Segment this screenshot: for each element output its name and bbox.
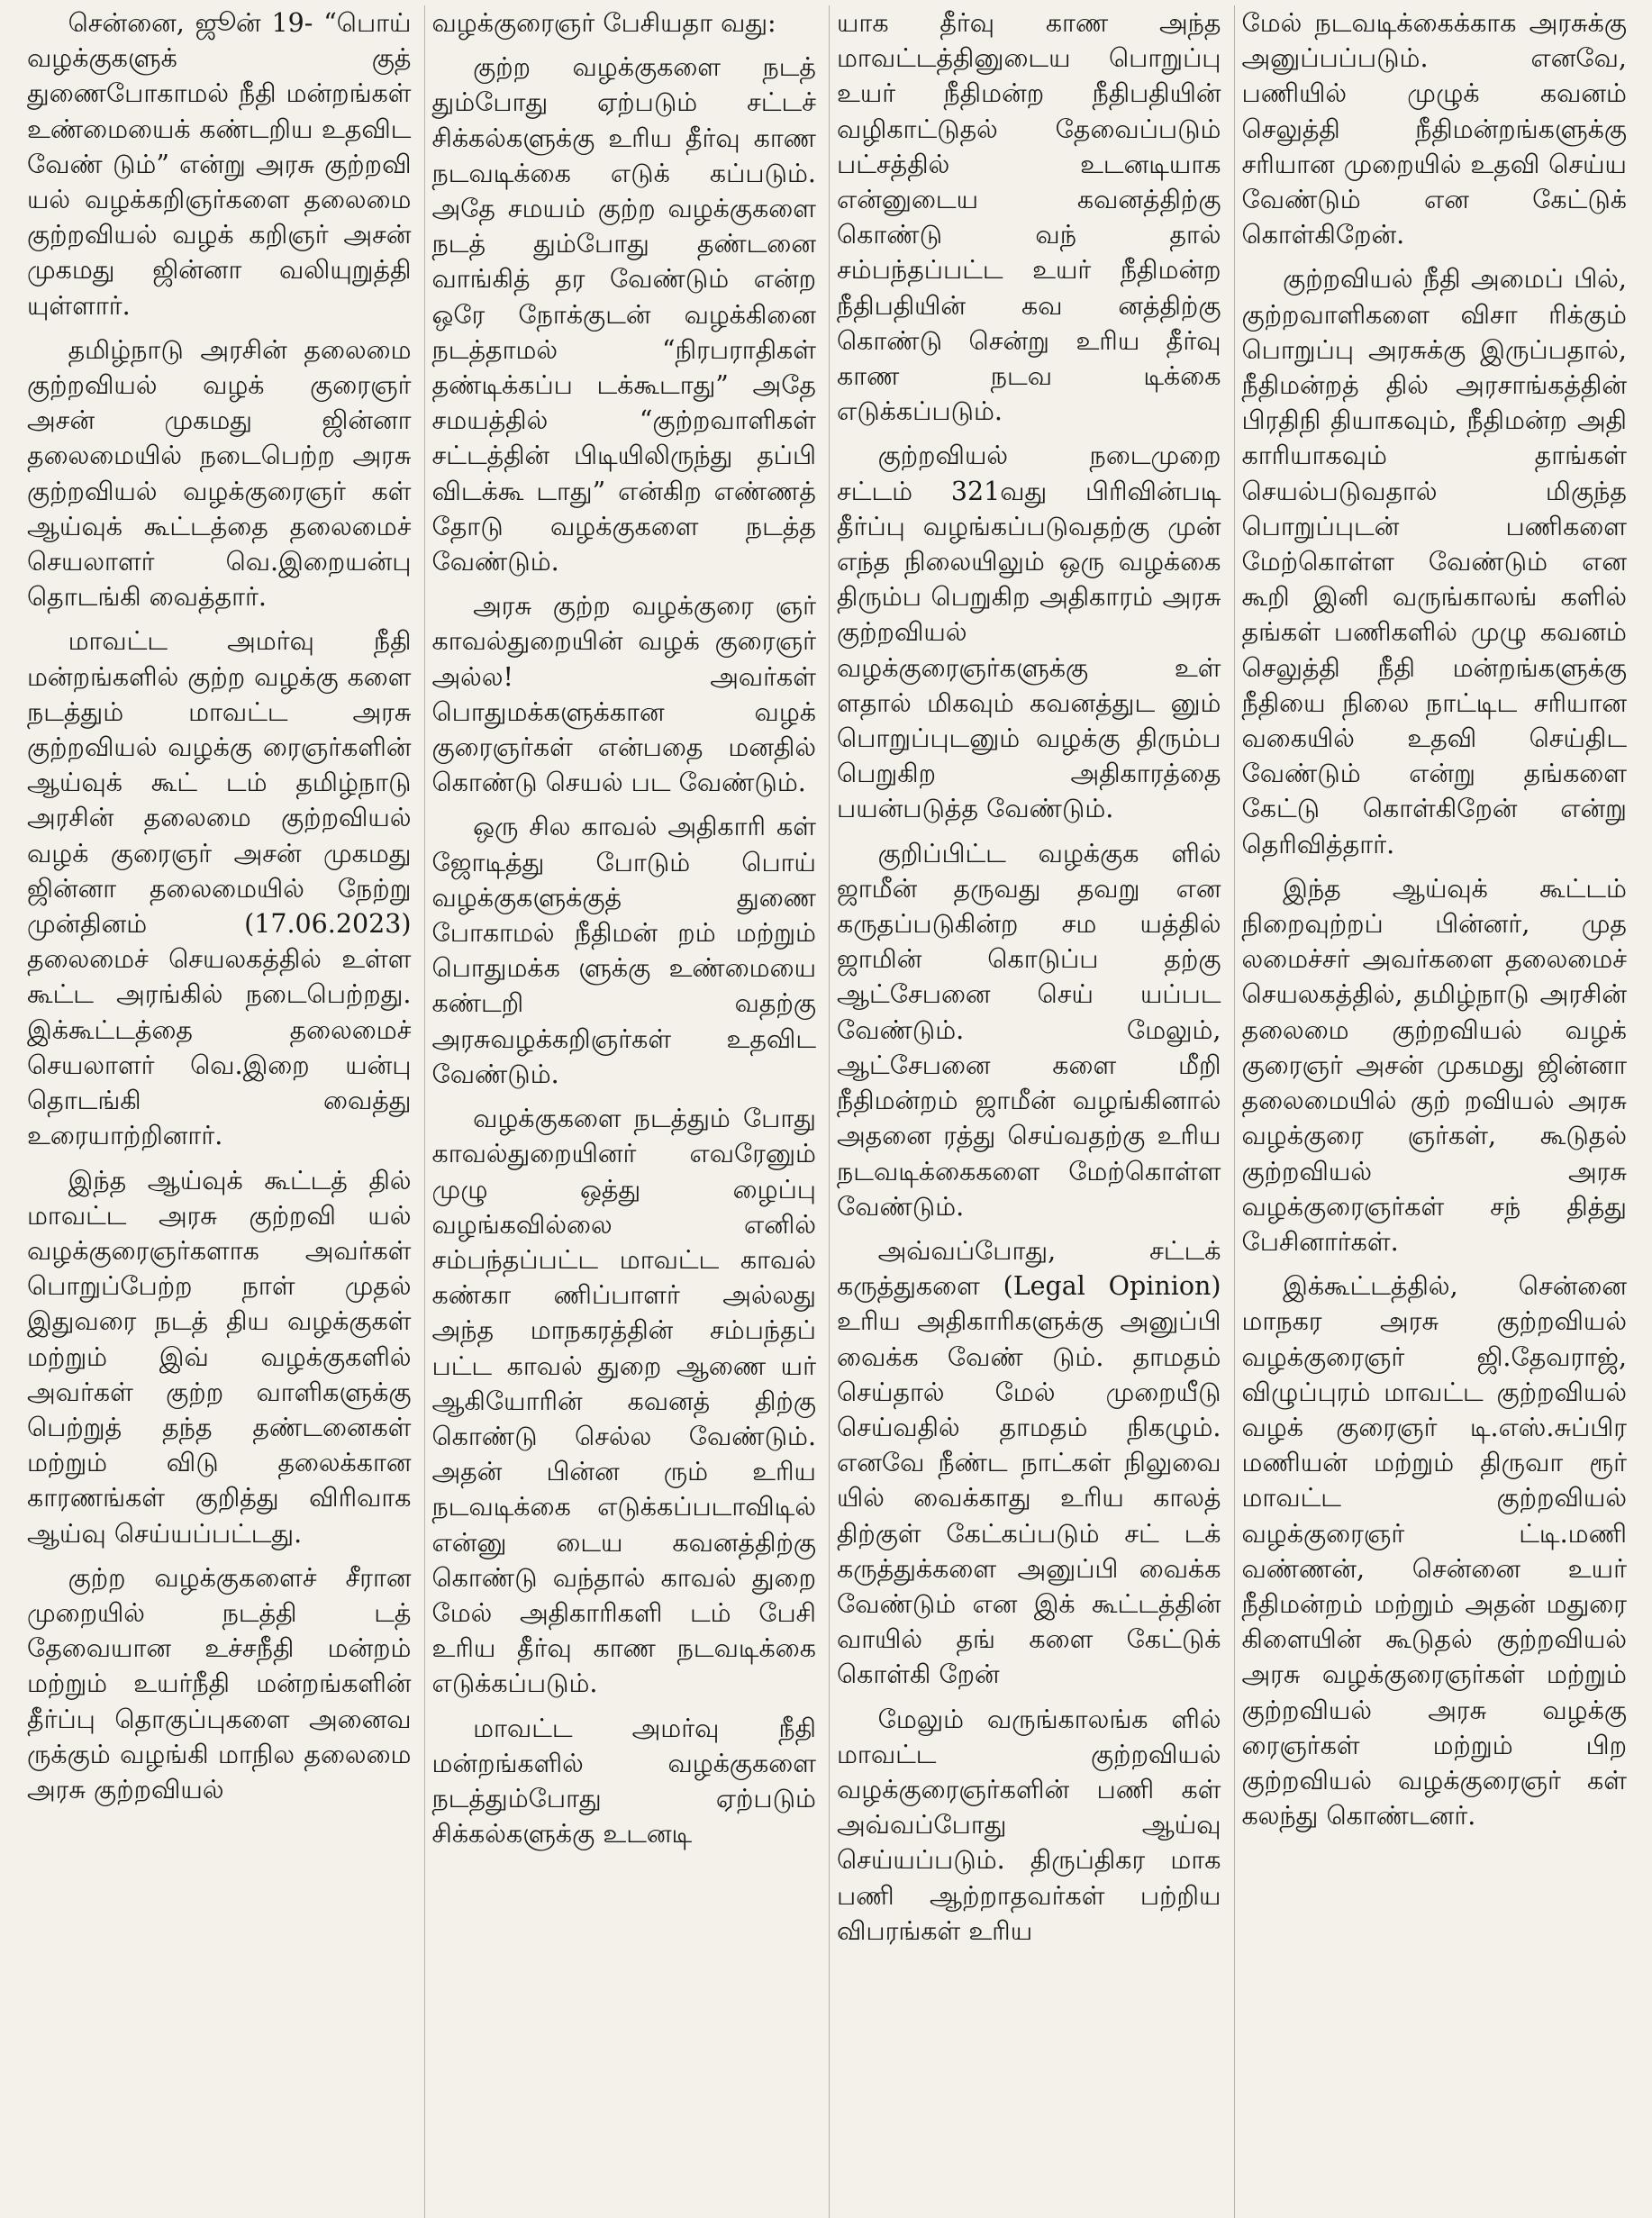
paragraph: வழக்குரைஞர் பேசியதா வது: xyxy=(431,8,776,38)
paragraph: குற்ற வழக்குகளைச் சீரான முறையில் நடத்தி டத் தேவையான உச்சநீதி மன்றம் மற்றும் உயர்நீதி மன்றங்களின் தீர்ப்பு தொகுப்புகளை அனைவ ருக்கும் வழங்கி மாநில தலைமை அரசு குற்றவியல் xyxy=(27,1562,412,1804)
paragraph: சென்னை, ஜூன் 19- “பொய் வழக்குகளுக் குத் துணைபோகாமல் நீதி மன்றங்கள் உண்மையைக் கண்டறிய உதவிட வேண் டும்” என்று அரசு குற்றவி யல் வழக்கறிஞர்களை தலைமை குற்றவியல் வழக் கறிஞர் அசன் முகமது ஜின்னா வலியுறுத்தி யுள்ளார். xyxy=(27,8,412,321)
article-column-4 xyxy=(1235,5,1640,2218)
paragraph: அரசு குற்ற வழக்குரை ஞர் காவல்துறையின் வழக் குரைஞர் அல்ல! அவர்கள் பொதுமக்களுக்கான வழக் குரைஞர்கள் என்பதை மனதில் கொண்டு செயல் பட வேண்டும். xyxy=(431,591,816,798)
paragraph: இந்த ஆய்வுக் கூட்டம் நிறைவுற்றப் பின்னர், முத லமைச்சர் அவர்களை தலைமைச் செயலகத்தில், தமிழ்நாடு அரசின் தலைமை குற்றவியல் வழக் குரைஞர் அசன் முகமது ஜின்னா தலைமையில் குற் றவியல் அரசு வழக்குரை ஞர்கள், கூடுதல் குற்றவியல் அரசு வழக்குரைஞர்கள் சந் தித்து பேசினார்கள். xyxy=(1241,873,1627,1257)
paragraph: வழக்குகளை நடத்தும் போது காவல்துறையினர் எவரேனும் முழு ஒத்து ழைப்பு வழங்கவில்லை எனில் சம்பந்தப்பட்ட மாவட்ட காவல் கண்கா ணிப்பாளர் அல்லது அந்த மாநகரத்தின் சம்பந்தப் பட்ட காவல் துறை ஆணை யர் ஆகியோரின் கவனத் திற்கு கொண்டு செல்ல வேண்டும். அதன் பின்ன ரும் உரிய நடவடிக்கை எடுக்கப்படாவிடில் என்னு டைய கவனத்திற்கு கொண்டு வந்தால் காவல் துறை மேல் அதிகாரிகளி டம் பேசி உரிய தீர்வு காண நடவடிக்கை எடுக்கப்படும். xyxy=(431,1104,816,1699)
paragraph: ஒரு சில காவல் அதிகாரி கள் ஜோடித்து போடும் பொய் வழக்குகளுக்குத் துணை போகாமல் நீதிமன் றம் மற்றும் பொதுமக்க ளுக்கு உண்மையை கண்டறி வதற்கு அரசுவழக்கறிஞர்கள் உதவிட வேண்டும். xyxy=(431,812,816,1089)
paragraph: மாவட்ட அமர்வு நீதி மன்றங்களில் குற்ற வழக்கு களை நடத்தும் மாவட்ட அரசு குற்றவியல் வழக்கு ரைஞர்களின் ஆய்வுக் கூட் டம் தமிழ்நாடு அரசின் தலைமை குற்றவியல் வழக் குரைஞர் அசன் முகமது ஜின்னா தலைமையில் நேற்று முன்தினம் (17.06.2023) தலைமைச் செயலகத்தில் உள்ள கூட்ட அரங்கில் நடைபெற்றது. இக்கூட்டத்தை தலைமைச் செயலாளர் வெ.இறை யன்பு தொடங்கி வைத்து உரையாற்றினார். xyxy=(27,626,412,1151)
paragraph: குற்றவியல் நடைமுறை சட்டம் 321வது பிரிவின்படி தீர்ப்பு வழங்கப்படுவதற்கு முன் எந்த நிலையிலும் ஒரு வழக்கை திரும்ப பெறுகிற அதிகாரம் அரசு குற்றவியல் வழக்குரைஞர்களுக்கு உள் ளதால் மிகவும் கவனத்துட னும் பொறுப்புடனும் வழக்கு திரும்ப பெறுகிற அதிகாரத்தை பயன்படுத்த வேண்டும். xyxy=(837,441,1221,824)
paragraph: இந்த ஆய்வுக் கூட்டத் தில் மாவட்ட அரசு குற்றவி யல் வழக்குரைஞர்களாக அவர்கள் பொறுப்பேற்ற நாள் முதல் இதுவரை நடத் திய வழக்குகள் மற்றும் இவ் வழக்குகளில் அவர்கள் குற்ற வாளிகளுக்கு பெற்றுத் தந்த தண்டனைகள் மற்றும் விடு தலைக்கான காரணங்கள் குறித்து விரிவாக ஆய்வு செய்யப்பட்டது. xyxy=(27,1165,412,1549)
paragraph: அவ்வப்போது, சட்டக் கருத்துகளை (Legal Opinion) உரிய அதிகாரிகளுக்கு அனுப்பி வைக்க வேண் டும். தாமதம் செய்தால் மேல் முறையீடு செய்வதில் தாமதம் நிகழும். எனவே நீண்ட நாட்கள் நிலுவை யில் வைக்காது உரிய காலத் திற்குள் கேட்கப்படும் சட் டக் கருத்துக்களை அனுப்பி வைக்க வேண்டும் என இக் கூட்டத்தின் வாயில் தங் களை கேட்டுக் கொள்கி றேன் xyxy=(837,1235,1221,1690)
paragraph: மேலும் வருங்காலங்க ளில் மாவட்ட குற்றவியல் வழக்குரைஞர்களின் பணி கள் அவ்வப்போது ஆய்வு செய்யப்படும். திருப்திகர மாக பணி ஆற்றாதவர்கள் பற்றிய விபரங்கள் உரிய xyxy=(837,1704,1221,1946)
paragraph: தமிழ்நாடு அரசின் தலைமை குற்றவியல் வழக் குரைஞர் அசன் முகமது ஜின்னா தலைமையில் நடைபெற்ற அரசு குற்றவியல் வழக்குரைஞர் கள் ஆய்வுக் கூட்டத்தை தலைமைச் செயலாளர் வெ.இறையன்பு தொடங்கி வைத்தார். xyxy=(27,334,412,613)
paragraph: குற்ற வழக்குகளை நடத் தும்போது ஏற்படும் சட்டச் சிக்கல்களுக்கு உரிய தீர்வு காண நடவடிக்கை எடுக் கப்படும். அதே சமயம் குற்ற வழக்குகளை நடத் தும்போது தண்டனை வாங்கித் தர வேண்டும் என்ற ஒரே நோக்குடன் வழக்கினை நடத்தாமல் “நிரபராதிகள் தண்டிக்கப்ப டக்கூடாது” அதே சமயத்தில் “குற்றவாளிகள் சட்டத்தின் பிடியிலிருந்து தப்பி விடக்கூ டாது” என்கிற எண்ணத் தோடு வழக்குகளை நடத்த வேண்டும். xyxy=(431,52,816,577)
paragraph: குறிப்பிட்ட வழக்குக ளில் ஜாமீன் தருவது தவறு என கருதப்படுகின்ற சம யத்தில் ஜாமின் கொடுப்ப தற்கு ஆட்சேபனை செய் யப்பட வேண்டும். மேலும், ஆட்சேபனை களை மீறி நீதிமன்றம் ஜாமீன் வழங்கினால் அதனை ரத்து செய்வதற்கு உரிய நடவடிக்கைகளை மேற்கொள்ள வேண்டும். xyxy=(837,838,1221,1222)
paragraph: மாவட்ட அமர்வு நீதி மன்றங்களில் வழக்குகளை நடத்தும்போது ஏற்படும் சிக்கல்களுக்கு உடனடி xyxy=(431,1713,816,1850)
paragraph: யாக தீர்வு காண அந்த மாவட்டத்தினுடைய பொறுப்பு உயர் நீதிமன்ற நீதிபதியின் வழிகாட்டுதல் தேவைப்படும் பட்சத்தில் உடனடியாக என்னுடைய கவனத்திற்கு கொண்டு வந் தால் சம்பந்தப்பட்ட உயர் நீதிமன்ற நீதிபதியின் கவ னத்திற்கு கொண்டு சென்று உரிய தீர்வு காண நடவ டிக்கை எடுக்கப்படும். xyxy=(837,8,1221,427)
paragraph: மேல் நடவடிக்கைக்காக அரசுக்கு அனுப்பப்படும். எனவே, பணியில் முழுக் கவனம் செலுத்தி நீதிமன்றங்களுக்கு சரியான முறையில் உதவி செய்ய வேண்டும் என கேட்டுக் கொள்கிறேன். xyxy=(1241,8,1627,250)
article-column-3 xyxy=(830,5,1235,2218)
paragraph: குற்றவியல் நீதி அமைப் பில், குற்றவாளிகளை விசா ரிக்கும் பொறுப்பு அரசுக்கு இருப்பதால், நீதிமன்றத் தில் அரசாங்கத்தின் பிரதிநி தியாகவும், நீதிமன்ற அதி காரியாகவும் தாங்கள் செயல்படுவதால் மிகுந்த பொறுப்புடன் பணிகளை மேற்கொள்ள வேண்டும் என கூறி இனி வருங்காலங் களில் தங்கள் பணிகளில் முழு கவனம் செலுத்தி நீதி மன்றங்களுக்கு நீதியை நிலை நாட்டிட சரியான வகையில் உதவி செய்திட வேண்டும் என்று தங்களை கேட்டு கொள்கிறேன் என்று தெரிவித்தார். xyxy=(1241,264,1627,859)
article-column-1 xyxy=(20,5,425,2218)
paragraph: இக்கூட்டத்தில், சென்னை மாநகர அரசு குற்றவியல் வழக்குரைஞர் ஜி.தேவராஜ், விழுப்புரம் மாவட்ட குற்றவியல் வழக் குரைஞர் டி.எஸ்.சுப்பிர மணியன் மற்றும் திருவா ரூர் மாவட்ட குற்றவியல் வழக்குரைஞர் ட்டி.மணி வண்ணன், சென்னை உயர் நீதிமன்றம் மற்றும் அதன் மதுரை கிளையின் கூடுதல் குற்றவியல் அரசு வழக்குரைஞர்கள் மற்றும் குற்றவியல் அரசு வழக்கு ரைஞர்கள் மற்றும் பிற குற்றவியல் வழக்குரைஞர் கள் கலந்து கொண்டனர். xyxy=(1241,1271,1627,1832)
article-column-2 xyxy=(425,5,831,2218)
